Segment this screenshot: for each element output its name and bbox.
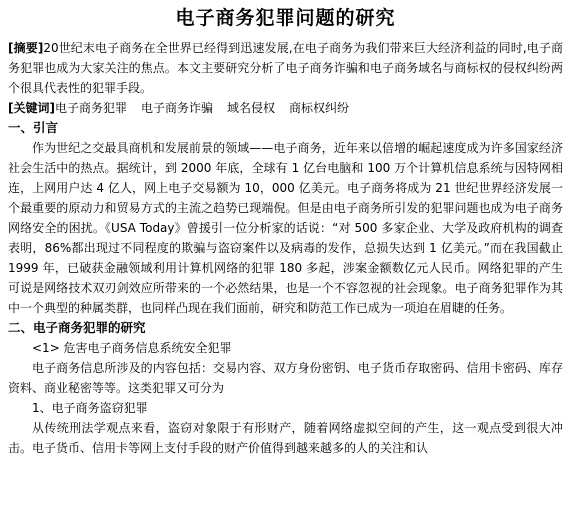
abstract-paragraph [8, 38, 563, 98]
keyword-item: 电子商务犯罪 [54, 101, 127, 115]
subsubsection-paragraph-theft: 从传统刑法学观点来看，盗窃对象限于有形财产，随着网络虚拟空间的产生，这一观点受到很大冲击。电子货币、信用卡等网上支付手段的财产价值得到越来越多的人的关注和认 [8, 421, 563, 455]
section-paragraph-introduction: 作为世纪之交最具商机和发展前景的领域——电子商务，近年来以倍增的崛起速度成为许多国家经济社会生活中的热点。据统计，到 2000 年底，全球有 1 亿台电脑和 100 万个计算机信息系统与因特网相连，上网用户达 4 亿人，网上电子交易额为 10，000 亿美元。电子商务将成为 21 世纪世界经济发展一个最重要的原动力和贸易方式的主流之趋势已现端倪。但是由电子商务所引发的犯罪问题也成为电子商务网络安全的困扰。《USA Today》曾援引一位分析家的话说：“对 500 多家企业、大学及政府机构的调查表明，86%都出现过不同程度的欺骗与盗窃案件以及病毒的发作，总损失达到 1 亿美元。”而在我国截止 1999 年，已破获金融领域利用计算机网络的犯罪 180 多起，涉案金额数亿元人民币。网络犯罪的产生可说是网络技术双刃剑效应所带来的一个必然结果，也是一个不容忽视的社会现象。电子商务犯罪作为其中一个典型的种属类群，也同样凸现在我们面前，研究和防范工作已成为一项迫在眉睫的任务。 [8, 141, 563, 315]
keywords-label: [关键词] [8, 101, 55, 115]
section-heading-research: 二、电子商务犯罪的研究 [8, 320, 146, 335]
keyword-item: 电子商务诈骗 [141, 101, 214, 115]
keywords-line [8, 98, 563, 118]
document-title: 电子商务犯罪问题的研究 [175, 7, 396, 29]
subsection-paragraph-info-security: 电子商务信息所涉及的内容包括：交易内容、双方身份密钥、电子货币存取密码、信用卡密码、库存资料、商业秘密等等。这类犯罪又可分为 [8, 361, 563, 395]
subsection-heading-info-security: <1> 危害电子商务信息系统安全犯罪 [32, 341, 232, 355]
keyword-item: 商标权纠纷 [289, 101, 350, 115]
abstract-text: 20世纪末电子商务在全世界已经得到迅速发展,在电子商务为我们带来巨大经济利益的同时,电子商务犯罪也成为大家关注的焦点。本文主要研究分析了电子商务诈骗和电子商务域名与商标权的侵权纠纷两个很具代表性的犯罪手段。 [8, 41, 563, 95]
abstract-label: [摘要] [8, 41, 44, 55]
subsubsection-heading-theft: 1、电子商务盗窃犯罪 [32, 401, 148, 415]
section-heading-introduction: 一、引言 [8, 120, 59, 135]
keyword-item: 域名侵权 [227, 101, 276, 115]
